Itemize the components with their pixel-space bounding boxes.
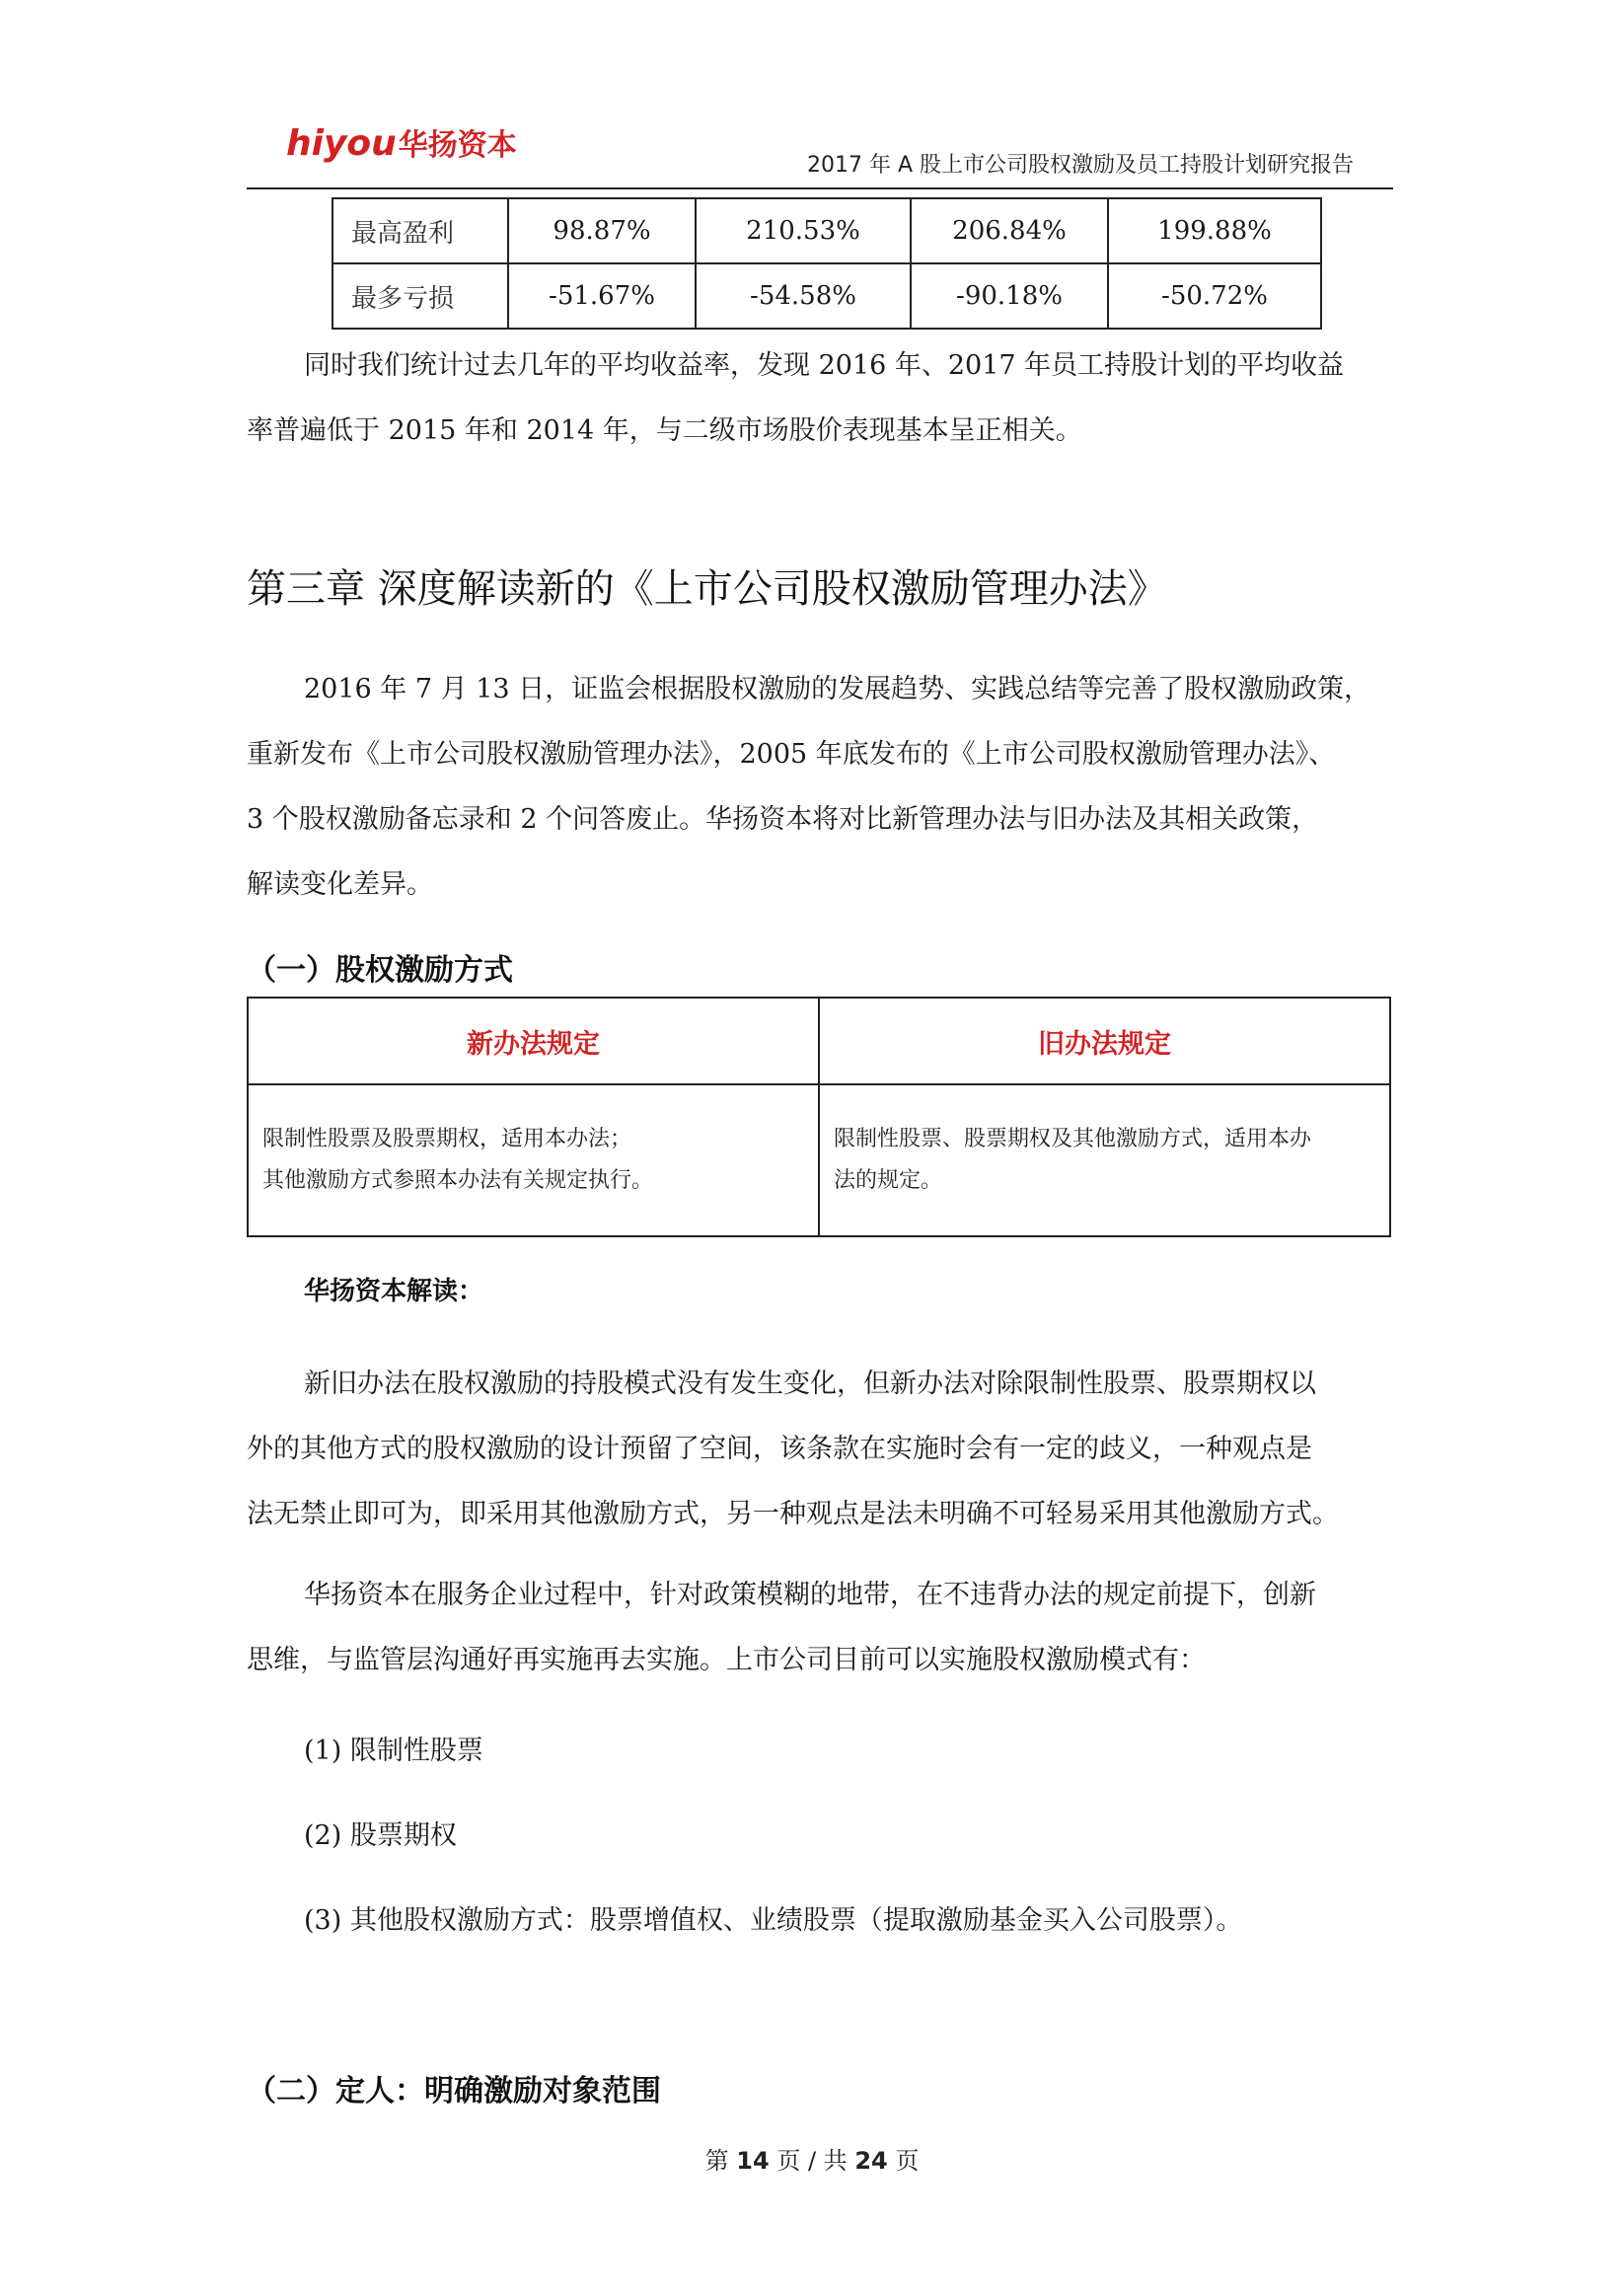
logo-latin: hiyou — [286, 123, 397, 164]
paragraph-line: 率普遍低于 2015 年和 2014 年，与二级市场股价表现基本呈正相关。 — [247, 415, 1082, 446]
table-row — [332, 198, 1321, 263]
page-header — [247, 118, 1393, 189]
row-label: 最多亏损 — [332, 263, 508, 329]
paragraph-line: 外的其他方式的股权激励的设计预留了空间，该条款在实施时会有一定的歧义，一种观点是 — [247, 1434, 1312, 1464]
cell-line: 法的规定。 — [834, 1168, 943, 1193]
table-cell: 206.84% — [911, 198, 1108, 263]
table-cell: -90.18% — [911, 263, 1108, 329]
paragraph-line: 重新发布《上市公司股权激励管理办法》，2005 年底发布的《上市公司股权激励管理办法》、 — [247, 739, 1336, 770]
current-page-number: 14 — [736, 2147, 770, 2175]
interpretation-paragraph-2 — [247, 1563, 1393, 1693]
company-logo — [286, 120, 517, 164]
page-footer — [0, 2141, 1624, 2176]
cell-line: 限制性股票、股票期权及其他激励方式，适用本办 — [834, 1127, 1312, 1151]
report-title: 2017 年 A 股上市公司股权激励及员工持股计划研究报告 — [806, 153, 1354, 178]
cell-line: 限制性股票及股票期权，适用本办法； — [262, 1127, 632, 1151]
table-cell: 210.53% — [696, 198, 911, 263]
table-cell: 98.87% — [508, 198, 696, 263]
interpretation-label: 华扬资本解读： — [304, 1277, 484, 1306]
paragraph-line: 解读变化差异。 — [247, 869, 433, 900]
returns-table — [332, 197, 1322, 330]
list-item: (1) 限制性股票 — [304, 1736, 483, 1766]
old-rules-cell — [819, 1084, 1390, 1236]
chapter-title: 第三章 深度解读新的《上市公司股权激励管理办法》 — [247, 566, 1167, 612]
paragraph-line: 3 个股权激励备忘录和 2 个问答废止。华扬资本将对比新管理办法与旧办法及其相关政策， — [247, 804, 1319, 835]
chapter-paragraph — [247, 657, 1393, 918]
table-cell: -50.72% — [1108, 263, 1321, 329]
paragraph-line: 法无禁止即可为，即采用其他激励方式，另一种观点是法未明确不可轻易采用其他激励方式。 — [247, 1499, 1339, 1529]
paragraph-line: 2016 年 7 月 13 日，证监会根据股权激励的发展趋势、实践总结等完善了股权激励政策， — [304, 674, 1371, 704]
table-header-row — [248, 998, 1390, 1084]
new-rules-cell — [248, 1084, 819, 1236]
table-cell: -54.58% — [696, 263, 911, 329]
list-item: (2) 股票期权 — [304, 1820, 457, 1851]
total-page-number: 24 — [854, 2147, 888, 2175]
interpretation-paragraph-1 — [247, 1352, 1393, 1547]
paragraph-line: 华扬资本在服务企业过程中，针对政策模糊的地带，在不违背办法的规定前提下，创新 — [304, 1580, 1316, 1610]
row-label: 最高盈利 — [332, 198, 508, 263]
footer-middle: 页 / 共 — [776, 2147, 848, 2175]
cell-line: 其他激励方式参照本办法有关规定执行。 — [262, 1168, 654, 1193]
new-rules-header: 新办法规定 — [248, 998, 819, 1084]
section-title: （一）股权激励方式 — [247, 953, 513, 988]
paragraph-line: 思维，与监管层沟通好再实施再去实施。上市公司目前可以实施股权激励模式有： — [247, 1645, 1206, 1675]
comparison-table — [247, 997, 1391, 1237]
old-rules-header: 旧办法规定 — [819, 998, 1390, 1084]
table-cell: 199.88% — [1108, 198, 1321, 263]
footer-suffix: 页 — [895, 2147, 920, 2175]
table-cell: -51.67% — [508, 263, 696, 329]
list-item: (3) 其他股权激励方式：股票增值权、业绩股票（提取激励基金买入公司股票）。 — [304, 1905, 1243, 1936]
section-title: （二）定人：明确激励对象范围 — [247, 2074, 661, 2109]
paragraph-line: 同时我们统计过去几年的平均收益率，发现 2016 年、2017 年员工持股计划的平均收益 — [304, 350, 1345, 381]
logo-chinese: 华扬资本 — [398, 128, 517, 163]
footer-prefix: 第 — [704, 2147, 729, 2175]
table-row — [248, 1084, 1390, 1236]
paragraph-line: 新旧办法在股权激励的持股模式没有发生变化，但新办法对除限制性股票、股票期权以 — [304, 1369, 1316, 1399]
table-row — [332, 263, 1321, 329]
intro-paragraph — [247, 333, 1393, 464]
